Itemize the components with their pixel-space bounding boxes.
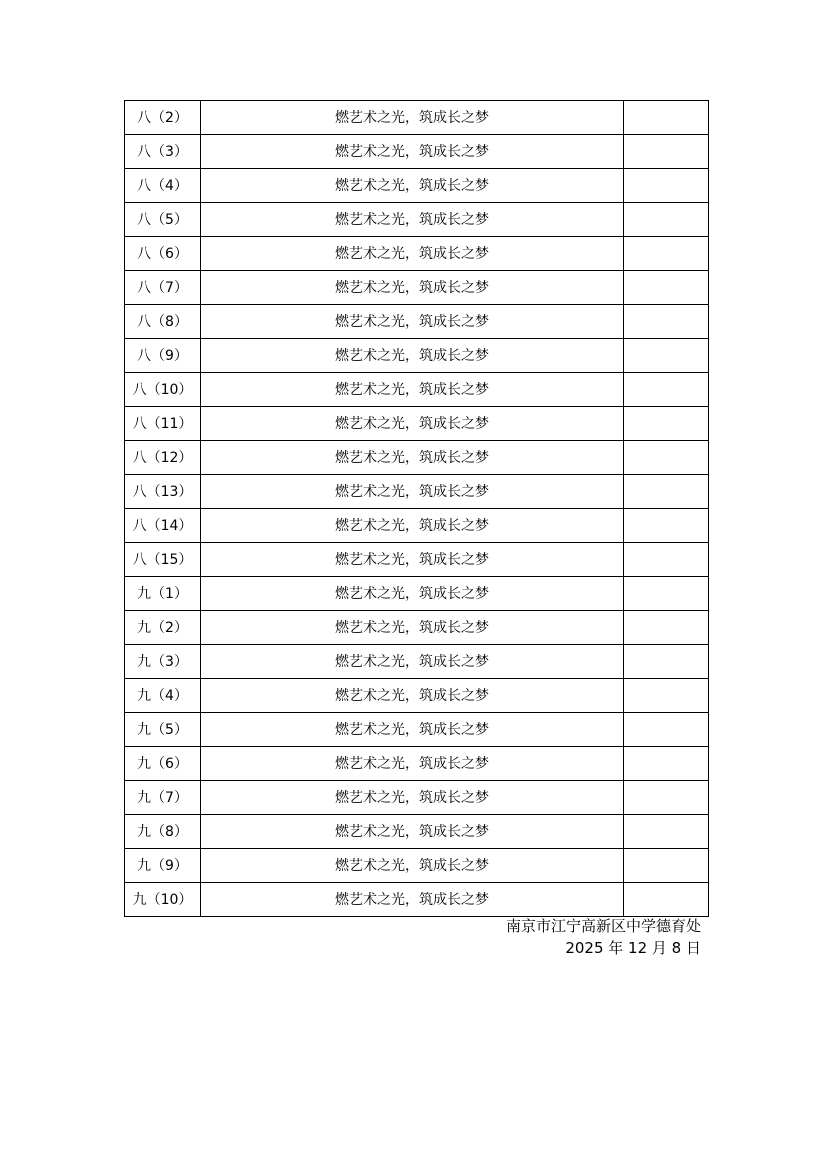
class-cell: 八（5） [125, 203, 201, 237]
theme-cell: 燃艺术之光，筑成长之梦 [201, 645, 624, 679]
note-cell [624, 271, 709, 305]
theme-cell: 燃艺术之光，筑成长之梦 [201, 815, 624, 849]
class-cell: 九（10） [125, 883, 201, 917]
table-row [125, 849, 709, 883]
class-cell: 八（4） [125, 169, 201, 203]
class-cell: 八（12） [125, 441, 201, 475]
theme-cell: 燃艺术之光，筑成长之梦 [201, 101, 624, 135]
note-cell [624, 169, 709, 203]
note-cell [624, 339, 709, 373]
theme-cell: 燃艺术之光，筑成长之梦 [201, 237, 624, 271]
theme-cell: 燃艺术之光，筑成长之梦 [201, 135, 624, 169]
note-cell [624, 679, 709, 713]
note-cell [624, 849, 709, 883]
issuing-organization: 南京市江宁高新区中学德育处 [505, 917, 701, 935]
note-cell [624, 101, 709, 135]
theme-cell: 燃艺术之光，筑成长之梦 [201, 441, 624, 475]
note-cell [624, 781, 709, 815]
note-cell [624, 441, 709, 475]
note-cell [624, 815, 709, 849]
class-cell: 八（3） [125, 135, 201, 169]
theme-cell: 燃艺术之光，筑成长之梦 [201, 339, 624, 373]
class-cell: 八（14） [125, 509, 201, 543]
table-row [125, 883, 709, 917]
theme-cell: 燃艺术之光，筑成长之梦 [201, 271, 624, 305]
class-cell: 八（2） [125, 101, 201, 135]
note-cell [624, 237, 709, 271]
class-cell: 九（6） [125, 747, 201, 781]
table-row [125, 679, 709, 713]
class-cell: 九（4） [125, 679, 201, 713]
note-cell [624, 645, 709, 679]
theme-cell: 燃艺术之光，筑成长之梦 [201, 169, 624, 203]
class-theme-table-body [125, 101, 709, 917]
theme-cell: 燃艺术之光，筑成长之梦 [201, 373, 624, 407]
note-cell [624, 713, 709, 747]
class-cell: 八（8） [125, 305, 201, 339]
note-cell [624, 747, 709, 781]
theme-cell: 燃艺术之光，筑成长之梦 [201, 679, 624, 713]
table-row [125, 611, 709, 645]
class-cell: 八（6） [125, 237, 201, 271]
class-cell: 八（11） [125, 407, 201, 441]
theme-cell: 燃艺术之光，筑成长之梦 [201, 611, 624, 645]
issue-date: 2025 年 12 月 8 日 [565, 939, 701, 957]
note-cell [624, 577, 709, 611]
theme-cell: 燃艺术之光，筑成长之梦 [201, 713, 624, 747]
class-theme-table [124, 100, 709, 917]
table-row [125, 713, 709, 747]
note-cell [624, 373, 709, 407]
table-row [125, 645, 709, 679]
table-row [125, 373, 709, 407]
note-cell [624, 611, 709, 645]
class-cell: 九（5） [125, 713, 201, 747]
table-row [125, 169, 709, 203]
table-row [125, 509, 709, 543]
table-row [125, 305, 709, 339]
class-cell: 八（15） [125, 543, 201, 577]
note-cell [624, 475, 709, 509]
theme-cell: 燃艺术之光，筑成长之梦 [201, 883, 624, 917]
table-row [125, 407, 709, 441]
class-cell: 九（3） [125, 645, 201, 679]
table-row [125, 135, 709, 169]
table-row [125, 747, 709, 781]
class-cell: 八（7） [125, 271, 201, 305]
note-cell [624, 203, 709, 237]
table-row [125, 101, 709, 135]
theme-cell: 燃艺术之光，筑成长之梦 [201, 509, 624, 543]
theme-cell: 燃艺术之光，筑成长之梦 [201, 305, 624, 339]
note-cell [624, 407, 709, 441]
class-cell: 八（9） [125, 339, 201, 373]
theme-cell: 燃艺术之光，筑成长之梦 [201, 577, 624, 611]
class-cell: 九（7） [125, 781, 201, 815]
theme-cell: 燃艺术之光，筑成长之梦 [201, 407, 624, 441]
theme-cell: 燃艺术之光，筑成长之梦 [201, 747, 624, 781]
table-row [125, 271, 709, 305]
note-cell [624, 509, 709, 543]
class-cell: 八（13） [125, 475, 201, 509]
theme-cell: 燃艺术之光，筑成长之梦 [201, 543, 624, 577]
class-cell: 八（10） [125, 373, 201, 407]
class-cell: 九（1） [125, 577, 201, 611]
table-row [125, 339, 709, 373]
table-row [125, 237, 709, 271]
theme-cell: 燃艺术之光，筑成长之梦 [201, 203, 624, 237]
table-row [125, 543, 709, 577]
class-cell: 九（8） [125, 815, 201, 849]
table-row [125, 815, 709, 849]
table-row [125, 577, 709, 611]
theme-cell: 燃艺术之光，筑成长之梦 [201, 781, 624, 815]
table-row [125, 441, 709, 475]
note-cell [624, 543, 709, 577]
class-cell: 九（2） [125, 611, 201, 645]
note-cell [624, 305, 709, 339]
note-cell [624, 883, 709, 917]
note-cell [624, 135, 709, 169]
table-row [125, 475, 709, 509]
theme-cell: 燃艺术之光，筑成长之梦 [201, 849, 624, 883]
theme-cell: 燃艺术之光，筑成长之梦 [201, 475, 624, 509]
class-cell: 九（9） [125, 849, 201, 883]
table-row [125, 203, 709, 237]
table-row [125, 781, 709, 815]
